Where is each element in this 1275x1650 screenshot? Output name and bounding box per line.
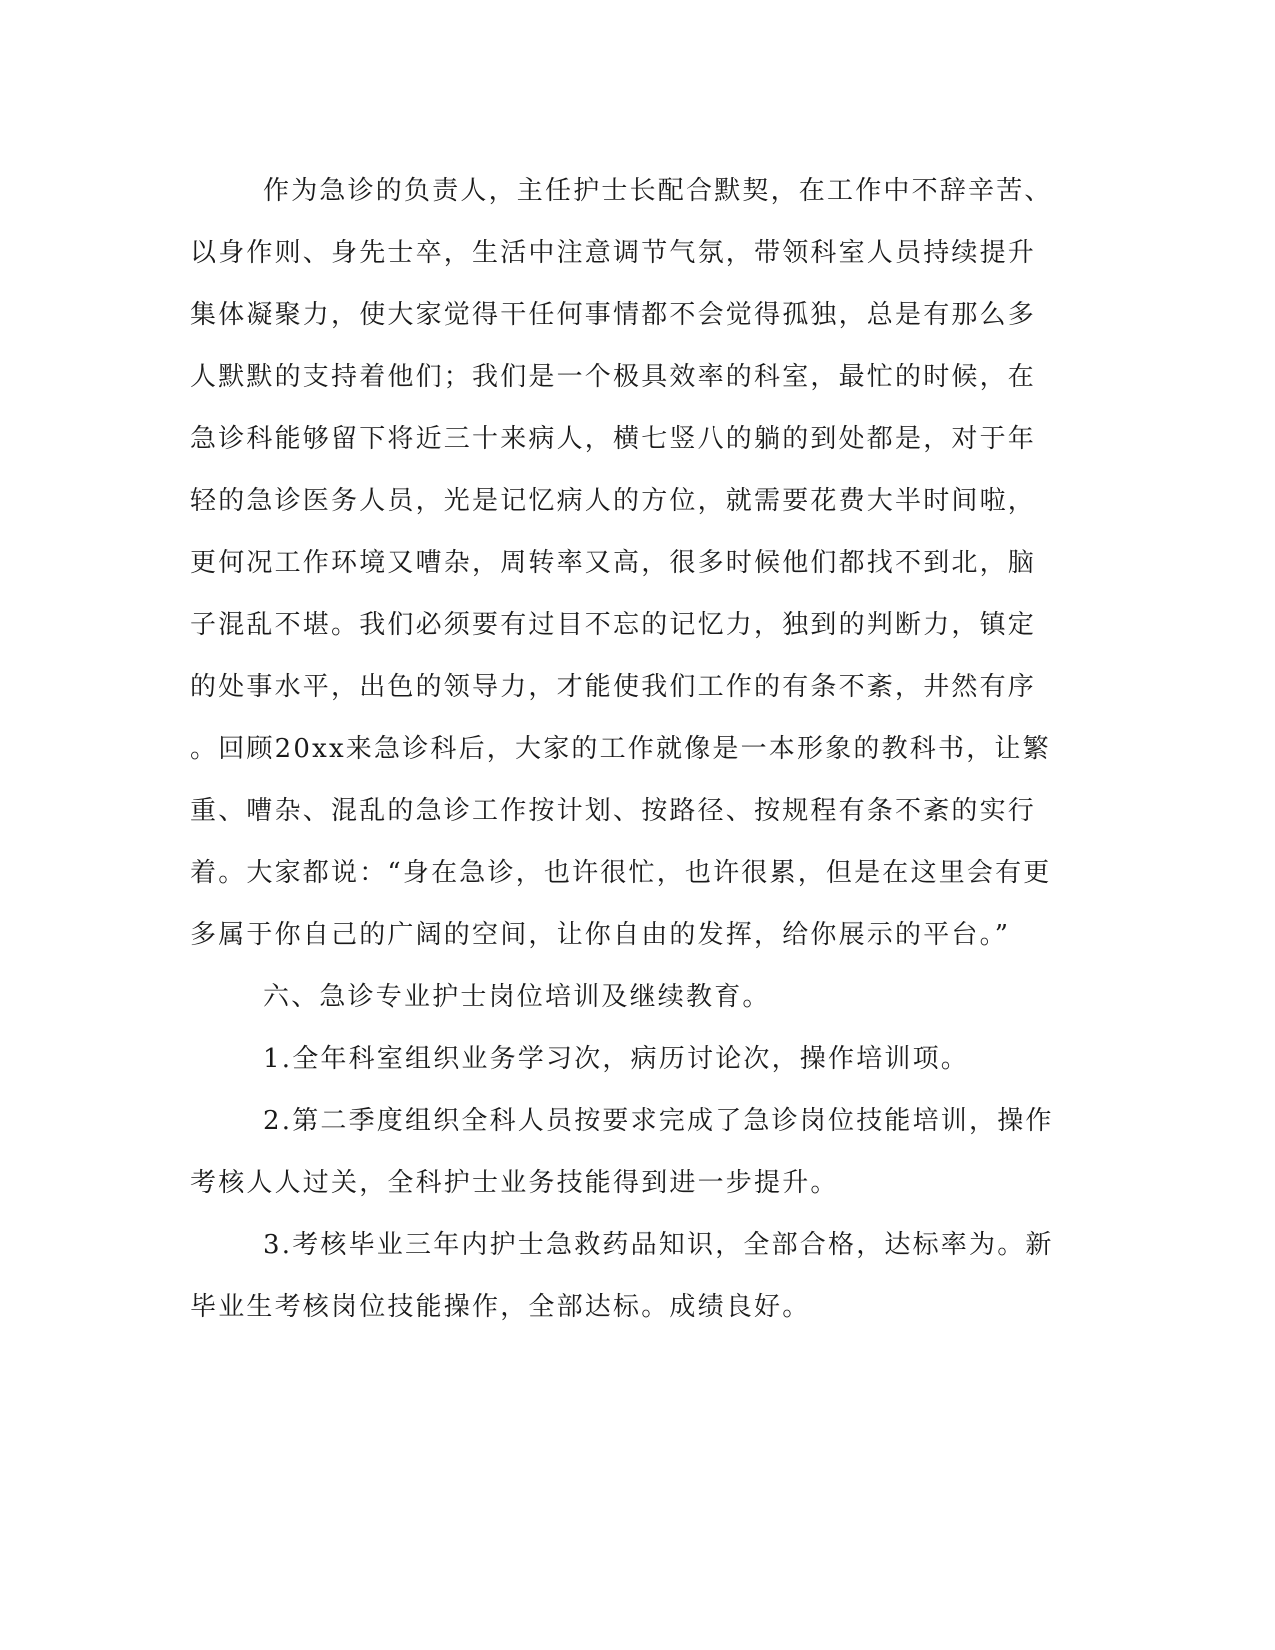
- list-item-2: [190, 1090, 1070, 1214]
- text-line: 轻的急诊医务人员，光是记忆病人的方位，就需要花费大半时间啦，: [190, 486, 1037, 516]
- text-line: 着。大家都说：“身在急诊，也许很忙，也许很累，但是在这里会有更: [190, 858, 1052, 888]
- paragraph-emergency-leadership: [190, 160, 1070, 966]
- section-heading: 六、急诊专业护士岗位培训及继续教育。: [263, 982, 771, 1012]
- text-line: 更何况工作环境又嘈杂，周转率又高，很多时候他们都找不到北，脑: [190, 548, 1037, 578]
- text-line: 作为急诊的负责人，主任护士长配合默契，在工作中不辞辛苦、: [263, 176, 1053, 206]
- text-line: 。回顾20xx来急诊科后，大家的工作就像是一本形象的教科书，让繁: [190, 734, 1051, 764]
- text-line: 重、嘈杂、混乱的急诊工作按计划、按路径、按规程有条不紊的实行: [190, 796, 1037, 826]
- text-line: 急诊科能够留下将近三十来病人，横七竖八的躺的到处都是，对于年: [190, 424, 1037, 454]
- text-line: 以身作则、身先士卒，生活中注意调节气氛，带领科室人员持续提升: [190, 238, 1037, 268]
- text-line: 毕业生考核岗位技能操作，全部达标。成绩良好。: [190, 1292, 811, 1322]
- document-body: [190, 160, 1070, 1338]
- text-line: 人默默的支持着他们；我们是一个极具效率的科室，最忙的时候，在: [190, 362, 1037, 392]
- text-line: 集体凝聚力，使大家觉得干任何事情都不会觉得孤独，总是有那么多: [190, 300, 1037, 330]
- list-item-1: 1.全年科室组织业务学习次，病历讨论次，操作培训项。: [263, 1044, 970, 1074]
- text-line: 子混乱不堪。我们必须要有过目不忘的记忆力，独到的判断力，镇定: [190, 610, 1037, 640]
- list-item-3: [190, 1214, 1070, 1338]
- text-line: 3.考核毕业三年内护士急救药品知识，全部合格，达标率为。新: [263, 1230, 1054, 1260]
- text-line: 多属于你自己的广阔的空间，让你自由的发挥，给你展示的平台。”: [190, 920, 1011, 950]
- text-line: 的处事水平，出色的领导力，才能使我们工作的有条不紊，井然有序: [190, 672, 1037, 702]
- text-line: 2.第二季度组织全科人员按要求完成了急诊岗位技能培训，操作: [263, 1106, 1054, 1136]
- text-line: 考核人人过关，全科护士业务技能得到进一步提升。: [190, 1168, 839, 1198]
